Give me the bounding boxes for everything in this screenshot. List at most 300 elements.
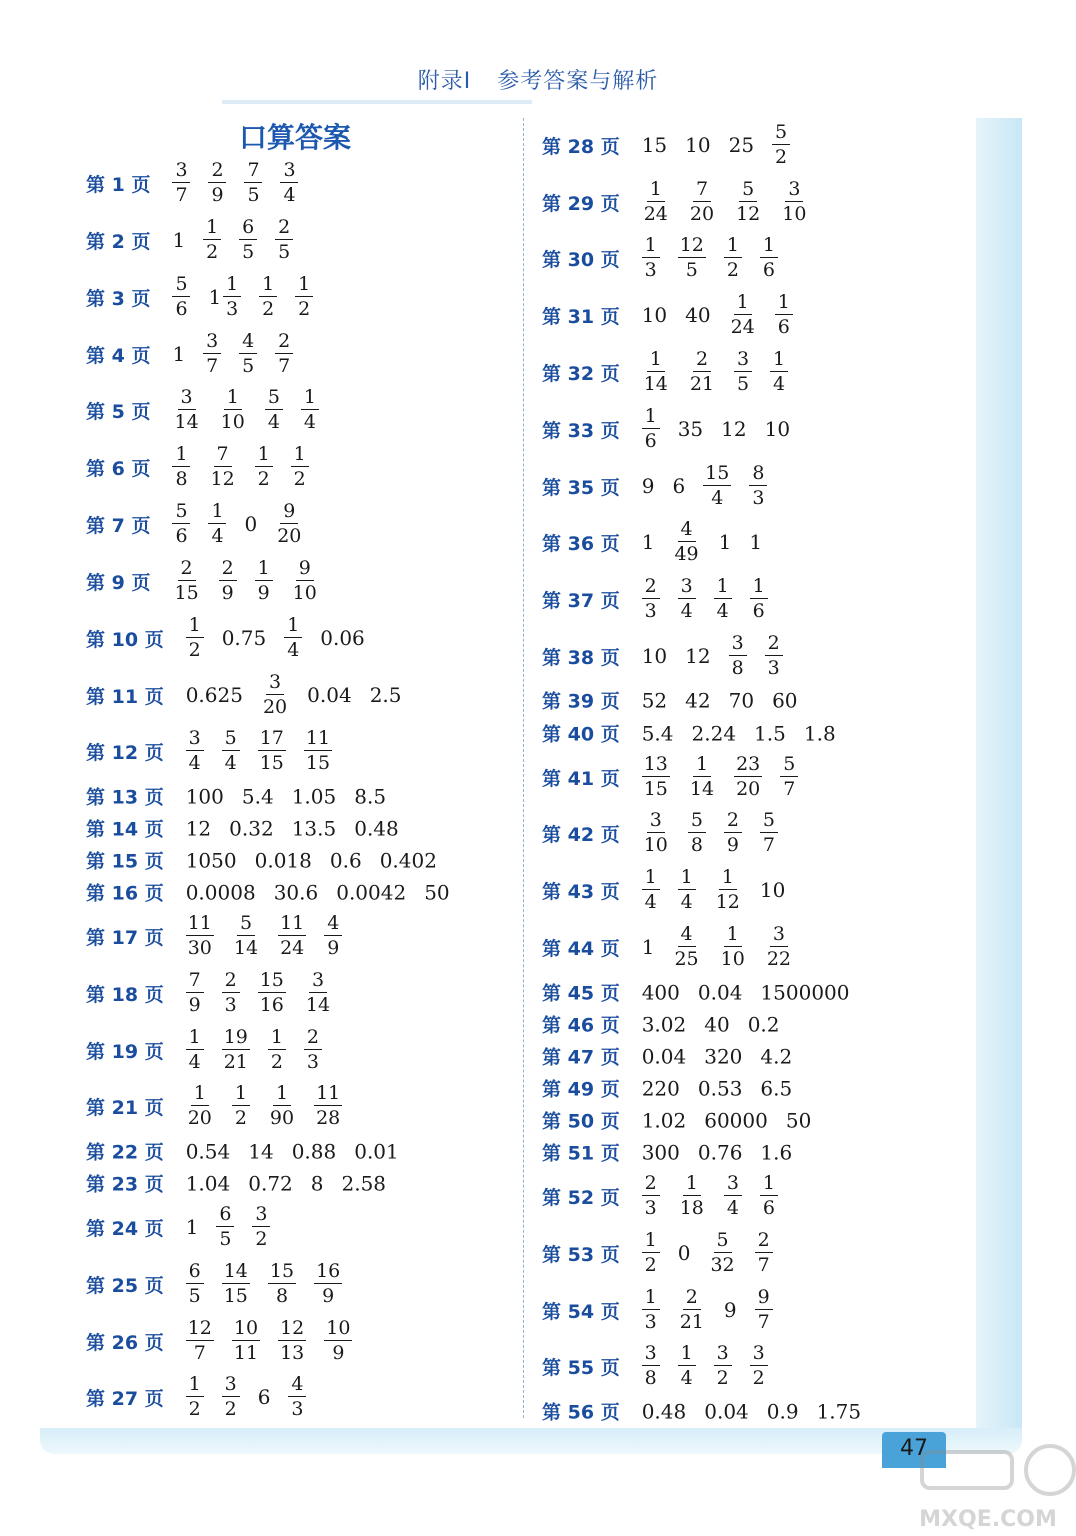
fraction-numerator: 1 xyxy=(223,275,241,297)
answer-fraction xyxy=(275,332,293,376)
fraction-denominator: 24 xyxy=(643,203,668,225)
page-label: 第 25 页 xyxy=(86,1274,164,1297)
fraction-denominator: 12 xyxy=(715,891,740,913)
fraction-numerator: 1 xyxy=(268,1028,286,1050)
fraction xyxy=(275,332,293,376)
answer-values xyxy=(642,1344,768,1388)
answer-fraction xyxy=(642,180,670,224)
answer-values xyxy=(172,332,293,376)
fraction xyxy=(258,971,286,1015)
page-label: 第 33 页 xyxy=(542,419,620,442)
answer-fraction xyxy=(255,445,273,489)
page-label: 第 31 页 xyxy=(542,305,620,328)
answer-fraction xyxy=(703,464,731,508)
answer-fraction xyxy=(304,729,332,773)
page-label-number: 1 xyxy=(111,173,125,196)
fraction xyxy=(291,445,309,489)
fraction xyxy=(314,1084,342,1128)
fraction xyxy=(642,180,670,224)
fraction xyxy=(222,1028,250,1072)
answer-number: 0.88 xyxy=(291,1139,337,1163)
fraction-numerator: 1 xyxy=(295,275,313,297)
fraction xyxy=(642,1344,660,1388)
fraction-numerator: 9 xyxy=(296,559,314,581)
page-label-number: 22 xyxy=(111,1141,139,1164)
fraction xyxy=(724,1174,742,1218)
answer-fraction xyxy=(186,1319,214,1363)
page-label-number: 40 xyxy=(567,723,595,746)
answer-fraction xyxy=(734,755,762,799)
fraction-numerator: 5 xyxy=(172,502,190,524)
answer-fraction xyxy=(208,161,226,205)
answer-number: 0.04 xyxy=(704,1399,749,1423)
fraction-denominator: 6 xyxy=(762,1197,775,1219)
page-label: 第 19 页 xyxy=(86,1040,164,1063)
fraction-numerator: 13 xyxy=(643,753,668,775)
fraction-denominator: 20 xyxy=(187,1107,212,1129)
answer-row-page-33 xyxy=(542,407,790,451)
fraction xyxy=(688,811,706,855)
fraction xyxy=(642,1231,660,1275)
answer-values xyxy=(642,180,809,224)
answer-values xyxy=(642,1076,793,1100)
answer-fraction xyxy=(724,236,742,280)
page-label-number: 9 xyxy=(111,571,125,594)
answer-values xyxy=(186,1375,307,1419)
fraction xyxy=(216,1205,234,1249)
answer-fraction xyxy=(186,1262,204,1306)
fraction-denominator: 4 xyxy=(267,411,280,433)
fraction xyxy=(678,1344,696,1388)
answer-values xyxy=(186,616,365,660)
fraction-numerator: 1 xyxy=(678,868,696,890)
fraction xyxy=(222,1262,250,1306)
answer-fraction xyxy=(678,868,696,912)
fraction-denominator: 7 xyxy=(278,355,291,377)
answer-values xyxy=(642,1108,812,1132)
fraction-numerator: 11 xyxy=(316,1082,341,1104)
fraction-numerator: 15 xyxy=(705,462,730,484)
fraction-denominator: 3 xyxy=(752,487,765,509)
answer-values xyxy=(642,1174,778,1218)
answer-row-page-15 xyxy=(86,847,437,874)
answer-fraction xyxy=(642,1174,660,1218)
answer-row-page-52 xyxy=(542,1174,778,1218)
answer-row-page-24 xyxy=(86,1205,270,1249)
fraction-numerator: 2 xyxy=(755,1231,773,1253)
answer-fraction xyxy=(324,914,342,958)
answer-values xyxy=(642,688,798,712)
answer-fraction xyxy=(222,1375,240,1419)
answer-values xyxy=(186,729,332,773)
fraction-denominator: 30 xyxy=(187,937,212,959)
page-label-number: 36 xyxy=(567,532,595,555)
fraction-denominator: 12 xyxy=(210,468,235,490)
answer-values xyxy=(186,914,343,958)
fraction xyxy=(760,1174,778,1218)
answer-number: 1 xyxy=(185,1215,199,1239)
fraction-numerator: 3 xyxy=(714,1344,732,1366)
answer-fraction xyxy=(186,971,204,1015)
answer-fraction xyxy=(642,236,660,280)
watermark-circle xyxy=(1026,1446,1074,1494)
fraction-denominator: 2 xyxy=(726,259,739,281)
answer-row-page-30 xyxy=(542,236,778,280)
fraction-numerator: 5 xyxy=(772,123,790,145)
fraction-denominator: 3 xyxy=(226,298,239,320)
page-label-number: 33 xyxy=(567,419,595,442)
answer-number: 0.01 xyxy=(354,1139,399,1163)
fraction xyxy=(222,729,240,773)
fraction-numerator: 4 xyxy=(324,914,342,936)
page-label-number: 15 xyxy=(111,850,139,873)
fraction-numerator: 1 xyxy=(208,502,226,524)
answer-row-page-29 xyxy=(542,180,808,224)
answer-values xyxy=(642,577,768,621)
answer-number: 0 xyxy=(677,1241,691,1265)
fraction-denominator: 4 xyxy=(680,891,693,913)
page-label-number: 41 xyxy=(567,767,595,790)
answer-number: 25 xyxy=(728,133,755,157)
answer-fraction xyxy=(186,1028,204,1072)
answer-values xyxy=(186,673,402,717)
answer-row-page-36 xyxy=(542,520,762,564)
answer-fraction xyxy=(719,925,747,969)
fraction-numerator: 5 xyxy=(265,388,283,410)
fraction xyxy=(772,123,790,167)
fraction xyxy=(780,755,798,799)
fraction xyxy=(688,350,716,394)
answer-fraction xyxy=(714,577,732,621)
fraction xyxy=(724,236,742,280)
page-label-number: 18 xyxy=(111,983,139,1006)
answer-values xyxy=(642,811,778,855)
answer-values xyxy=(642,123,790,167)
page-label: 第 12 页 xyxy=(86,741,164,764)
fraction xyxy=(708,1231,736,1275)
answer-fraction xyxy=(258,971,286,1015)
answer-row-page-35 xyxy=(542,464,767,508)
fraction-denominator: 8 xyxy=(275,1285,289,1307)
answer-number: 0.04 xyxy=(641,1044,687,1068)
answer-number: 0.54 xyxy=(185,1139,231,1163)
answer-number: 0.04 xyxy=(307,683,352,707)
fraction-denominator: 4 xyxy=(680,600,693,622)
fraction xyxy=(729,634,747,678)
fraction xyxy=(172,388,200,432)
answer-values xyxy=(186,816,399,840)
fraction-numerator: 15 xyxy=(259,969,284,991)
answer-fraction xyxy=(770,350,788,394)
answer-fraction xyxy=(642,1231,660,1275)
fraction xyxy=(734,755,762,799)
answer-row-page-28 xyxy=(542,123,790,167)
fraction-denominator: 28 xyxy=(316,1107,341,1129)
answer-values xyxy=(642,1231,773,1275)
fraction-denominator: 5 xyxy=(278,241,291,263)
fraction xyxy=(678,236,706,280)
answer-fraction xyxy=(208,502,226,546)
answer-row-page-49 xyxy=(542,1075,792,1102)
fraction-denominator: 2 xyxy=(188,639,201,661)
fraction-numerator: 1 xyxy=(291,445,309,467)
answer-number: 400 xyxy=(641,980,680,1004)
fraction-denominator: 9 xyxy=(221,582,234,604)
answer-fraction xyxy=(642,1288,660,1332)
answer-number: 9 xyxy=(723,1298,737,1322)
page-label-number: 19 xyxy=(111,1040,139,1063)
answer-row-page-4 xyxy=(86,332,293,376)
page-label: 第 1 页 xyxy=(86,173,151,196)
fraction xyxy=(729,293,757,337)
answer-fraction xyxy=(222,729,240,773)
answer-number: 1.04 xyxy=(185,1171,231,1195)
fraction-denominator: 4 xyxy=(773,373,786,395)
answer-fraction xyxy=(642,350,670,394)
answer-number: 1 xyxy=(172,342,186,366)
fraction-numerator: 2 xyxy=(275,332,293,354)
fraction-numerator: 3 xyxy=(642,1344,660,1366)
fraction-denominator: 13 xyxy=(280,1342,305,1364)
answer-number: 1 xyxy=(718,530,732,554)
fraction-numerator: 1 xyxy=(724,925,742,947)
page-label: 第 42 页 xyxy=(542,823,620,846)
fraction-numerator: 15 xyxy=(269,1260,295,1282)
answer-number: 0.72 xyxy=(248,1171,293,1195)
fraction-numerator: 3 xyxy=(252,1205,270,1227)
fraction-numerator: 12 xyxy=(679,234,704,256)
answer-number: 50 xyxy=(785,1108,812,1132)
fraction-denominator: 14 xyxy=(689,778,715,800)
page-label-number: 10 xyxy=(111,628,139,651)
fraction-numerator: 2 xyxy=(642,1174,660,1196)
answer-fraction xyxy=(186,1084,214,1128)
page-label-number: 17 xyxy=(111,926,139,949)
page-label: 第 32 页 xyxy=(542,362,620,385)
answer-values xyxy=(172,388,318,432)
answer-values xyxy=(642,634,783,678)
answer-fraction xyxy=(203,218,221,262)
answer-fraction xyxy=(642,577,660,621)
fraction xyxy=(186,1375,204,1419)
fraction xyxy=(688,180,716,224)
answer-fraction xyxy=(724,1174,742,1218)
answer-fraction xyxy=(239,218,257,262)
answer-fraction xyxy=(278,1319,306,1363)
answer-row-page-51 xyxy=(542,1139,792,1166)
fraction-denominator: 4 xyxy=(726,1197,739,1219)
fraction-denominator: 22 xyxy=(766,948,791,970)
answer-number: 0 xyxy=(244,512,258,536)
fraction-numerator: 3 xyxy=(172,161,190,183)
fraction-numerator: 1 xyxy=(203,218,221,240)
answer-number: 1 xyxy=(172,228,186,252)
fraction xyxy=(734,180,762,224)
fraction-numerator: 1 xyxy=(273,1084,291,1106)
fraction-numerator: 5 xyxy=(222,729,240,751)
answer-fraction xyxy=(688,755,716,799)
fraction-denominator: 7 xyxy=(783,778,796,800)
answer-row-page-50 xyxy=(542,1107,811,1134)
answer-fraction xyxy=(222,1262,250,1306)
fraction xyxy=(268,1262,296,1306)
page-label: 第 13 页 xyxy=(86,786,164,809)
answer-row-page-21 xyxy=(86,1084,342,1128)
answer-number: 2.24 xyxy=(691,721,737,745)
answer-fraction xyxy=(295,275,313,319)
fraction-numerator: 2 xyxy=(642,577,660,599)
fraction-denominator: 5 xyxy=(219,1228,232,1250)
fraction-numerator: 1 xyxy=(734,293,752,315)
answer-number: 12 xyxy=(185,816,212,840)
fraction xyxy=(642,236,660,280)
fraction-denominator: 10 xyxy=(782,203,807,225)
page-label-number: 31 xyxy=(567,305,595,328)
answer-row-page-41 xyxy=(542,755,798,799)
answer-fraction xyxy=(724,811,742,855)
answer-row-page-9 xyxy=(86,559,319,603)
page-label: 第 2 页 xyxy=(86,230,151,253)
page-label-number: 56 xyxy=(567,1401,595,1424)
fraction-denominator: 6 xyxy=(777,316,790,338)
answer-number: 13.5 xyxy=(291,816,337,840)
fraction-denominator: 6 xyxy=(762,259,775,281)
fraction-denominator: 10 xyxy=(292,582,317,604)
fraction-denominator: 7 xyxy=(206,355,219,377)
page-header xyxy=(0,64,1076,95)
page-label: 第 22 页 xyxy=(86,1141,164,1164)
header-underline xyxy=(222,100,532,104)
fraction-numerator: 7 xyxy=(214,445,232,467)
fraction-denominator: 24 xyxy=(730,316,755,338)
answer-values xyxy=(186,1139,399,1163)
answer-row-page-26 xyxy=(86,1319,352,1363)
answer-fraction xyxy=(678,236,706,280)
answer-number: 6.5 xyxy=(760,1076,793,1100)
answer-number: 5.4 xyxy=(241,784,274,808)
answer-fraction xyxy=(203,332,221,376)
answer-row-page-1 xyxy=(86,161,298,205)
page-label: 第 18 页 xyxy=(86,983,164,1006)
fraction-numerator: 12 xyxy=(280,1317,305,1339)
fraction xyxy=(219,559,237,603)
answer-row-page-5 xyxy=(86,388,319,432)
answer-number: 30.6 xyxy=(273,880,319,904)
fraction-numerator: 11 xyxy=(280,912,305,934)
answer-fraction xyxy=(172,502,190,546)
fraction-numerator: 1 xyxy=(284,616,302,638)
page-label-number: 55 xyxy=(567,1356,595,1379)
fraction-denominator: 49 xyxy=(674,543,699,565)
page-label-number: 32 xyxy=(567,362,595,385)
fraction-denominator: 6 xyxy=(175,298,188,320)
fraction-denominator: 4 xyxy=(680,1367,693,1389)
fraction-denominator: 2 xyxy=(752,1367,765,1389)
fraction-numerator: 5 xyxy=(172,275,190,297)
fraction-numerator: 2 xyxy=(275,218,293,240)
fraction-denominator: 25 xyxy=(674,948,699,970)
fraction-denominator: 4 xyxy=(211,525,224,547)
fraction-denominator: 21 xyxy=(679,1311,704,1333)
page-label: 第 37 页 xyxy=(542,589,620,612)
answer-row-page-42 xyxy=(542,811,778,855)
answer-number: 1050 xyxy=(185,848,237,872)
fraction-numerator: 2 xyxy=(683,1288,701,1310)
answer-values xyxy=(186,880,450,904)
fraction-numerator: 10 xyxy=(326,1317,351,1339)
answer-number: 1.02 xyxy=(641,1108,687,1132)
fraction-denominator: 4 xyxy=(711,487,724,509)
answer-fraction xyxy=(291,445,309,489)
answer-number: 0.2 xyxy=(747,1012,780,1036)
answer-number: 3.02 xyxy=(641,1012,687,1036)
fraction-numerator: 12 xyxy=(187,1317,212,1339)
fraction-numerator: 1 xyxy=(760,1174,778,1196)
fraction-numerator: 1 xyxy=(186,1375,204,1397)
section-title: 口算答案 xyxy=(238,121,351,154)
fraction-denominator: 2 xyxy=(298,298,311,320)
answer-number: 8.5 xyxy=(354,784,387,808)
answer-fraction xyxy=(642,407,660,451)
fraction xyxy=(278,1319,306,1363)
page-label: 第 52 页 xyxy=(542,1186,620,1209)
fraction xyxy=(268,1028,286,1072)
answer-fraction xyxy=(760,236,778,280)
page-label: 第 3 页 xyxy=(86,287,151,310)
fraction-numerator: 5 xyxy=(739,180,757,202)
page-label-number: 35 xyxy=(567,476,595,499)
fraction-numerator: 1 xyxy=(693,755,711,777)
answer-number: 0.06 xyxy=(320,626,365,650)
fraction xyxy=(672,520,700,564)
fraction xyxy=(203,218,221,262)
answer-fraction xyxy=(186,914,214,958)
answer-number: 2.58 xyxy=(341,1171,387,1195)
fraction-numerator: 3 xyxy=(785,180,803,202)
answer-number: 0.76 xyxy=(697,1140,743,1164)
answer-row-page-40 xyxy=(542,720,836,747)
answer-number: 0.75 xyxy=(221,626,267,650)
watermark-text: MXQE.COM xyxy=(919,1507,1057,1532)
fraction xyxy=(255,445,273,489)
fraction-numerator: 1 xyxy=(642,407,660,429)
fraction xyxy=(324,914,342,958)
fraction-denominator: 9 xyxy=(188,994,201,1016)
fraction-numerator: 14 xyxy=(223,1260,248,1282)
answer-number: 1.6 xyxy=(760,1140,793,1164)
fraction-denominator: 8 xyxy=(690,834,703,856)
answer-number: 0.6 xyxy=(329,848,362,872)
fraction xyxy=(208,161,226,205)
answer-number: 0.48 xyxy=(641,1399,687,1423)
answer-fraction xyxy=(172,275,190,319)
answer-values xyxy=(172,161,298,205)
fraction xyxy=(186,729,204,773)
page-label: 第 49 页 xyxy=(542,1078,620,1101)
answer-fraction xyxy=(232,1319,260,1363)
fraction-denominator: 5 xyxy=(247,184,260,206)
fraction-denominator: 8 xyxy=(644,1367,657,1389)
fraction-numerator: 1 xyxy=(191,1084,209,1106)
page-label-number: 53 xyxy=(567,1243,595,1266)
fraction xyxy=(186,914,214,958)
page-label: 第 10 页 xyxy=(86,628,164,651)
fraction-numerator: 9 xyxy=(280,502,298,524)
answer-fraction xyxy=(172,445,190,489)
fraction-numerator: 1 xyxy=(714,577,732,599)
answer-values xyxy=(642,407,790,451)
answer-number: 10 xyxy=(764,417,791,441)
